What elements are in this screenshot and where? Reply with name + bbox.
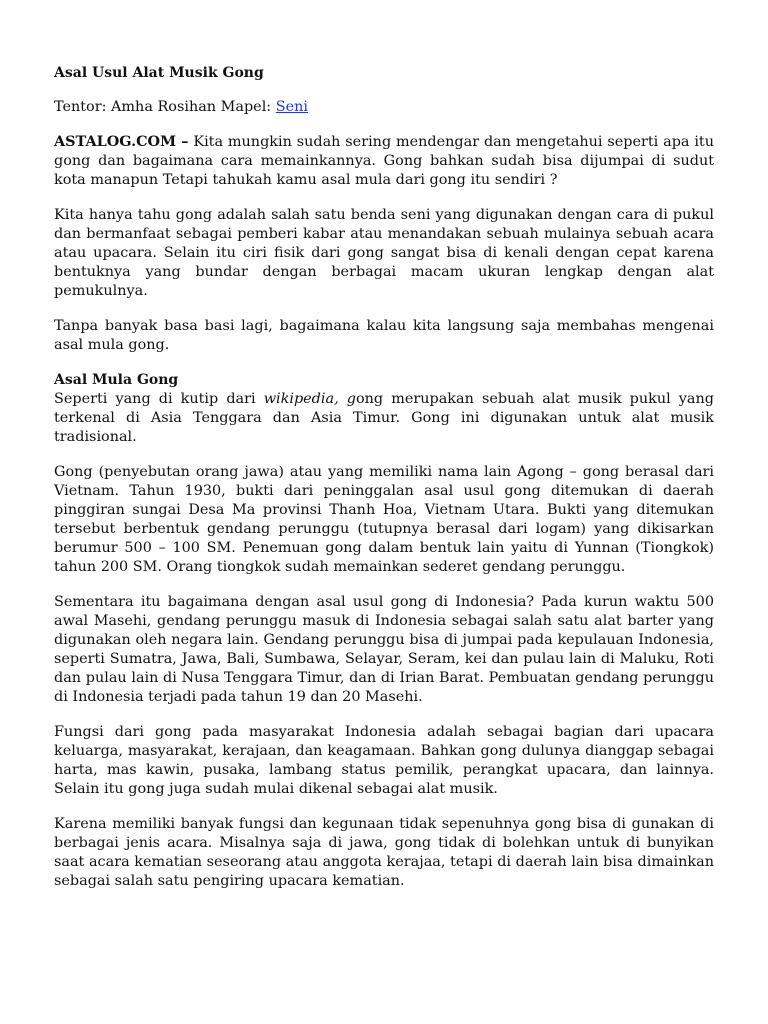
paragraph-5: Gong (penyebutan orang jawa) atau yang memiliki nama lain Agong – gong berasal dari Vietnam. Tahun 1930, bukti dari peninggalan asal usul gong ditemukan di daerah pinggiran sungai Desa Ma provinsi Thanh Hoa, Vietnam Utara. Bukti yang ditemukan tersebut berbentuk gendang perunggu (tutupnya berasal dari logam) yang dikisarkan berumur 500 – 100 SM. Penemuan gong dalam bentuk lain yaitu di Yunnan (Tiongkok) tahun 200 SM. Orang tiongkok sudah memainkan sederet gendang perunggu.	[54, 464, 714, 575]
paragraph-6: Sementara itu bagaimana dengan asal usul gong di Indonesia? Pada kurun waktu 500 awal Masehi, gendang perunggu masuk di Indonesia sebagai salah satu alat barter yang digunakan oleh negara lain. Gendang perunggu bisa di jumpai pada kepulauan Indonesia, seperti Sumatra, Jawa, Bali, Sumbawa, Selayar, Seram, kei dan pulau lain di Maluku, Roti dan pulau lain di Nusa Tenggara Timur, dan di Irian Barat. Pembuatan gendang perunggu di Indonesia terjadi pada tahun 19 dan 20 Masehi.	[54, 594, 714, 705]
para4-pre: Seperti yang di kutip dari	[54, 391, 264, 407]
document-title: Asal Usul Alat Musik Gong	[54, 65, 264, 81]
source-lead: ASTALOG.COM –	[54, 133, 189, 150]
paragraph-4	[54, 390, 714, 447]
meta-prefix: Tentor: Amha Rosihan Mapel:	[54, 99, 276, 115]
section-heading: Asal Mula Gong	[54, 372, 179, 388]
paragraph-3: Tanpa banyak basa basi lagi, bagaimana kalau kita langsung saja membahas mengenai asal mula gong.	[54, 318, 714, 353]
para4-post: ong merupakan sebuah alat musik pukul yang terkenal di Asia Tenggara dan Asia Timur. Gong ini digunakan untuk alat musik tradisional.	[54, 391, 714, 445]
paragraph-8: Karena memiliki banyak fungsi dan kegunaan tidak sepenuhnya gong bisa di gunakan di berbagai jenis acara. Misalnya saja di jawa, gong tidak di bolehkan untuk di bunyikan saat acara kematian seseorang atau anggota kerajaa, tetapi di daerah lain bisa dimainkan sebagai salah satu pengiring upacara kematian.	[54, 816, 714, 889]
document-page	[54, 64, 714, 907]
intro-paragraph	[54, 132, 714, 190]
document-meta	[54, 98, 714, 117]
subject-link[interactable]: Seni	[275, 99, 308, 115]
paragraph-2: Kita hanya tahu gong adalah salah satu benda seni yang digunakan dengan cara di pukul dan bermanfaat sebagai pemberi kabar atau menandakan sebuah mulainya sebuah acara atau upacara. Selain itu ciri fisik dari gong sangat bisa di kenali dengan cepat karena bentuknya yang bundar dengan berbagai macam ukuran lengkap dengan alat pemukulnya.	[54, 207, 714, 299]
paragraph-7: Fungsi dari gong pada masyarakat Indonesia adalah sebagai bagian dari upacara keluarga, masyarakat, kerajaan, dan keagamaan. Bahkan gong dulunya dianggap sebagai harta, mas kawin, pusaka, lambang status pemilik, perangkat upacara, dan lainnya. Selain itu gong juga sudah mulai dikenal sebagai alat musik.	[54, 724, 714, 797]
intro-text: Kita mungkin sudah sering mendengar dan mengetahui seperti apa itu gong dan bagaimana cara memainkannya. Gong bahkan sudah bisa dijumpai di sudut kota manapun Tetapi tahukah kamu asal mula dari gong itu sendiri ?	[54, 134, 714, 188]
para4-em: wikipedia, g	[263, 391, 356, 407]
